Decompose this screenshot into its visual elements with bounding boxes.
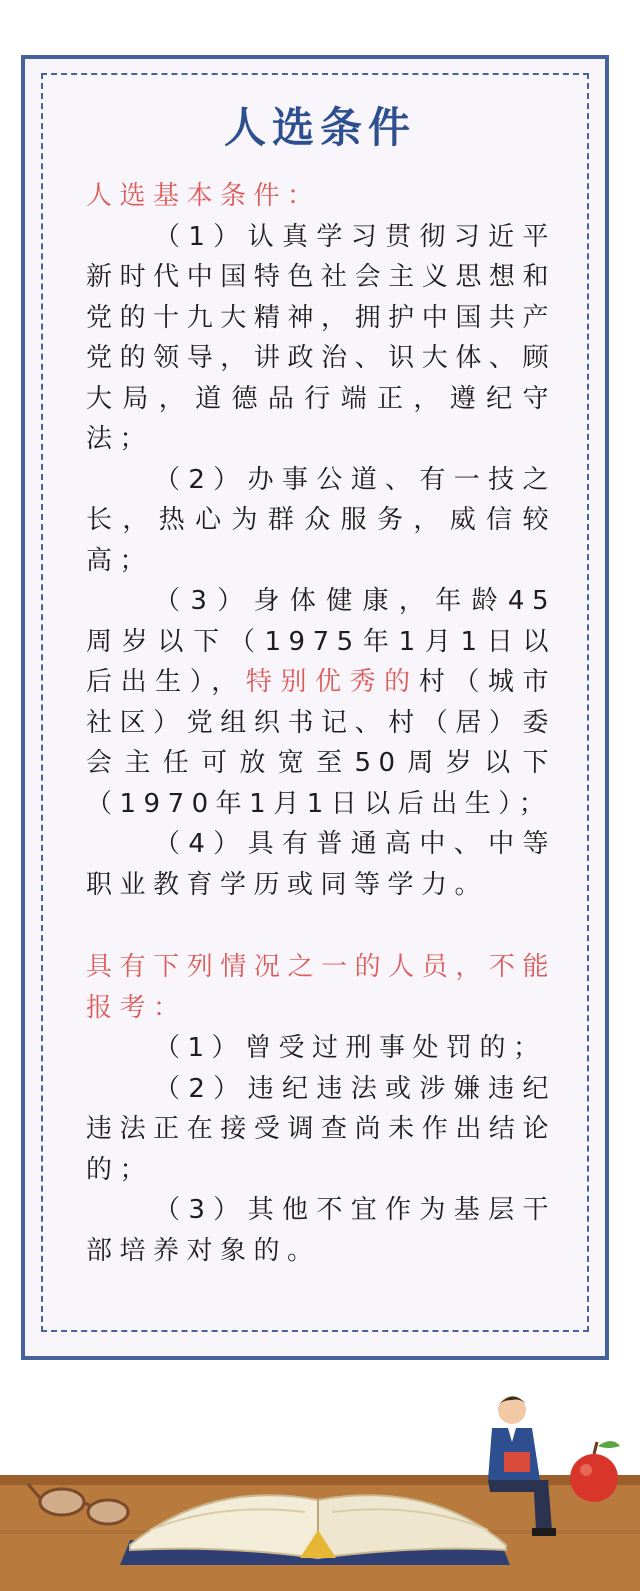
item3-text-b: 村（城市社区）党组织书记、村（居）委会主任可放宽至50周岁以下（1970年1月1日以后出生）； xyxy=(86,667,556,819)
section2-heading: 具有下列情况之一的人员，不能报考： xyxy=(86,952,556,1023)
section2-item-1: （1）曾受过刑事处罚的； xyxy=(154,1033,547,1063)
item3-highlight: 特别优秀的 xyxy=(245,667,419,697)
section-spacer xyxy=(86,905,556,947)
section1-item-4: （4）具有普通高中、中等职业教育学历或同等学力。 xyxy=(86,829,556,900)
item3-text-a: （3）身体健康，年龄45周岁以下（1975年1月1日以后出生）， xyxy=(86,586,556,697)
section2-item-2: （2）违纪违法或涉嫌违纪违法正在接受调查尚未作出结论的； xyxy=(86,1073,556,1185)
apple-icon xyxy=(570,1441,620,1502)
section1-heading: 人选基本条件： xyxy=(86,181,321,211)
content-body xyxy=(86,176,556,1271)
section1-item-1: （1）认真学习贯彻习近平新时代中国特色社会主义思想和党的十九大精神，拥护中国共产党的领导，讲政治、识大体、顾大局，道德品行端正，遵纪守法； xyxy=(86,221,556,454)
section2-item-3: （3）其他不宜作为基层干部培养对象的。 xyxy=(86,1195,556,1266)
page-title: 人选条件 xyxy=(223,103,416,152)
section1-item-2: （2）办事公道、有一技之长，热心为群众服务，威信较高； xyxy=(86,464,556,576)
section1-item-3 xyxy=(86,581,556,824)
desk-scene-illustration xyxy=(0,1380,640,1591)
